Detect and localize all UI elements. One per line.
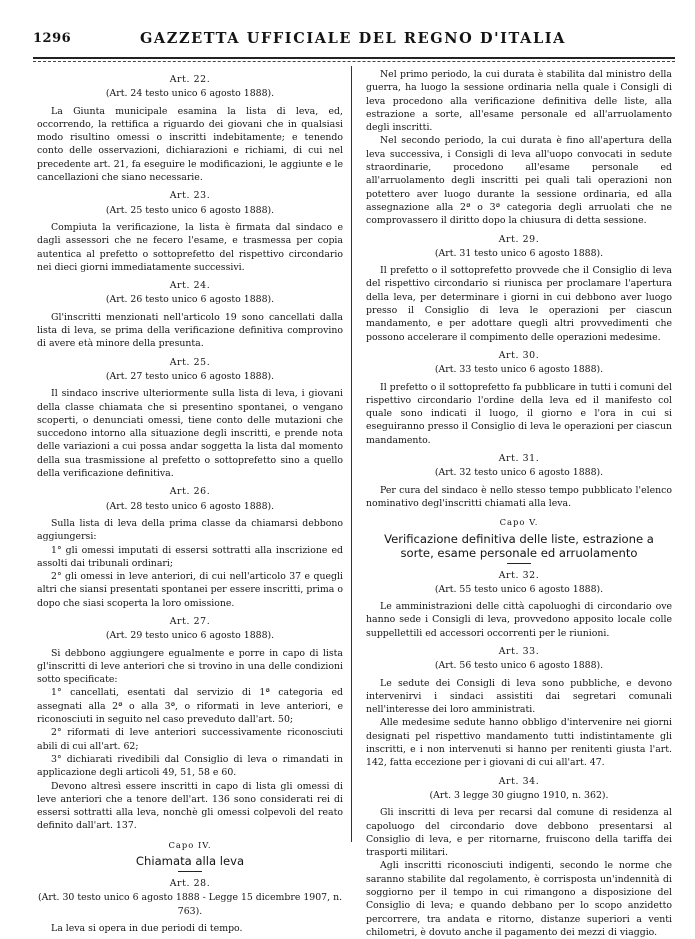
article-heading: Art. 22. <box>169 74 211 85</box>
article-reference: (Art. 56 testo unico 6 agosto 1888). <box>434 660 604 672</box>
article-reference: (Art. 31 testo unico 6 agosto 1888). <box>434 247 604 259</box>
article-text: Nel primo periodo, la cui durata è stabilita dal ministro della guerra, ha luogo la sessione ordinaria nella quale i Consigli di leva procedono alla verificazione definitiva delle liste, alla estrazione a sorte, all'esame personale ed all'arruolamento degli inscritti. <box>366 69 672 134</box>
article-heading: Art. 32. <box>498 569 540 581</box>
article-text: Per cura del sindaco è nello stesso tempo pubblicato l'elenco nominativo degl'inscritti chiamati alla leva. <box>366 484 672 509</box>
chapter-rule <box>507 563 531 564</box>
article-text: Agli inscritti riconosciuti indigenti, secondo le norme che saranno stabilite dal regolamento, è corrisposta un'indennità di soggiorno per il tempo in cui rimangono a disposizione del Consiglio di leva; e quando debbano per lo scopo anzidetto percorrere, tra andata e ritorno, distanze superiori a venti chilometri, è dovuto anche il pagamento dei mezzi di viaggio. <box>366 860 672 938</box>
article-text: La leva si opera in due periodi di tempo. <box>51 922 243 934</box>
chapter-rule <box>178 871 202 872</box>
article-heading: Art. 27. <box>169 615 211 627</box>
article-reference: (Art. 30 testo unico 6 agosto 1888 - Legge 15 dicembre 1907, n. 763). <box>37 892 343 917</box>
article-reference: (Art. 28 testo unico 6 agosto 1888). <box>105 500 275 512</box>
article-heading: Art. 30. <box>498 349 540 361</box>
list-item: 1° cancellati, esentati dal servizio di 1ª categoria ed assegnati alla 2ª o alla 3ª, o riformati in leve anteriori, e riconosciuti in seguito nel caso preveduto dall'art. 50; <box>37 687 343 726</box>
article-heading: Art. 23. <box>169 190 211 202</box>
article-text: Il prefetto o il sottoprefetto provvede che il Consiglio di leva del rispettivo circondario si riunisca per proclamare l'apertura della leva, per determinare i giorni in cui debbono aver luogo presso il Consiglio di leva le operazioni per ciascun mandamento, e per adottare quegli altri provvedimenti che possono accelerare il compimento delle operazioni medesime. <box>366 265 672 343</box>
article-heading: Art. 25. <box>169 356 211 368</box>
article-reference: (Art. 3 legge 30 giugno 1910, n. 362). <box>429 789 609 801</box>
article-heading: Art. 26. <box>169 486 211 498</box>
article-text: Alle medesime sedute hanno obbligo d'intervenire nei giorni designati pel rispettivo mandamento tutti indistintamente gli inscritti, e i non intervenuti si hanno per renitenti giusta l'art. 142, fatta eccezione per i giovani di cui all'art. 47. <box>366 717 672 769</box>
article-text: Le amministrazioni delle città capoluoghi di circondario ove hanno sede i Consigli di leva, provvedono apposito locale colle suppellettili ed accessori occorrenti per le riunioni. <box>366 601 672 639</box>
list-item: 3° dichiarati rivedibili dal Consiglio di leva o rimandati in applicazione degli articoli 49, 51, 58 e 60. <box>37 753 343 779</box>
gazette-title: GAZZETTA UFFICIALE DEL REGNO D'ITALIA <box>139 30 567 47</box>
article-text: Devono altresì essere inscritti in capo di lista gli omessi di leve anteriori che a tenore dell'art. 136 sono considerati rei di essersi sottratti alla leva, nonchè gli omessi colpevoli del reato definito dall'art. 137. <box>37 780 343 832</box>
article-heading: Art. 28. <box>169 878 211 890</box>
article-heading: Art. 34. <box>498 775 540 787</box>
article-reference: (Art. 25 testo unico 6 agosto 1888). <box>105 204 275 216</box>
article-text: Si debbono aggiungere egualmente e porre in capo di lista gl'inscritti di leve anteriori che si trovino in una delle condizioni sotto specificate: <box>37 647 343 686</box>
article-reference: (Art. 32 testo unico 6 agosto 1888). <box>434 467 604 479</box>
article-reference: (Art. 26 testo unico 6 agosto 1888). <box>105 294 275 306</box>
article-reference: (Art. 24 testo unico 6 agosto 1888). <box>105 88 275 100</box>
article-text: Nel secondo periodo, la cui durata è fino all'apertura della leva successiva, i Consigli di leva all'uopo convocati in sedute straordinarie, procedono all'esame personale ed all'arruolamento degli inscritti pei quali tali operazioni non potettero aver luogo durante la sessione ordinaria, ed alla assegnazione alla 2ª o 3ª categoria degli arruolati che ne comprovassero il diritto dopo la chiusura di detta sessione. <box>366 135 672 227</box>
header-dashed-rule <box>33 61 675 62</box>
article-reference: (Art. 29 testo unico 6 agosto 1888). <box>105 630 275 642</box>
list-item: 2° gli omessi in leve anteriori, di cui nell'articolo 37 e quegli altri che siansi presentati spontanei per essere inscritti, prima o dopo che siasi scoperta la loro omissione. <box>37 571 343 609</box>
article-reference: (Art. 27 testo unico 6 agosto 1888). <box>105 370 275 382</box>
right-column <box>366 68 672 939</box>
chapter-heading: Chiamata alla leva <box>135 854 245 869</box>
article-heading: Art. 31. <box>498 453 540 465</box>
article-text: Gli inscritti di leva per recarsi dal comune di residenza al capoluogo del circondario dove debbono presentarsi al Consiglio di leva, e per ritornarne, fruiscono della tariffa dei trasporti militari. <box>366 807 672 859</box>
list-item: 2° riformati di leve anteriori successivamente riconosciuti abili di cui all'art. 62; <box>37 727 343 752</box>
article-text: Il sindaco inscrive ulteriormente sulla lista di leva, i giovani della classe chiamata che si presentino spontanei, o vengano scoperti, o denunciati omessi, tiene conto delle mutazioni che succedono intorno alla situazione degli inscritti, e prende nota delle variazioni a cui possa andar soggetta la lista dal momento della sua trasmissione al prefetto o sottoprefetto sino a quello della verificazione definitiva. <box>37 388 343 480</box>
article-reference: (Art. 33 testo unico 6 agosto 1888). <box>434 364 604 376</box>
chapter-heading: Verificazione definitiva delle liste, estrazione a sorte, esame personale ed arruolamento <box>384 531 654 560</box>
page-number: 1296 <box>33 31 72 46</box>
page-header <box>33 28 673 50</box>
article-text: Compiuta la verificazione, la lista è firmata dal sindaco e dagli assessori che ne fecero l'esame, e trasmessa per copia autentica al prefetto o sottoprefetto del rispettivo circondario nei dieci giorni immediatamente successivi. <box>37 221 343 273</box>
article-text: Il prefetto o il sottoprefetto fa pubblicare in tutti i comuni del rispettivo circondario l'ordine della leva ed il manifesto col quale sono indicati il luogo, il giorno e l'ora in cui si eseguiranno presso il Consiglio di leva le operazioni per ciascun mandamento. <box>366 381 672 446</box>
list-item: 1° gli omessi imputati di essersi sottratti alla inscrizione ed assolti dai tribunali ordinari; <box>37 544 343 569</box>
article-reference: (Art. 55 testo unico 6 agosto 1888). <box>434 583 604 595</box>
article-text: Sulla lista di leva della prima classe da chiamarsi debbono aggiungersi: <box>37 517 343 543</box>
chapter-label: Capo V. <box>499 517 539 528</box>
article-heading: Art. 24. <box>169 280 211 292</box>
article-text: Gl'inscritti menzionati nell'articolo 19 sono cancellati dalla lista di leva, se prima della verificazione definitiva comprovino di avere età minore della presunta. <box>37 311 343 350</box>
header-rule <box>33 57 675 59</box>
column-divider <box>351 66 352 842</box>
article-heading: Art. 29. <box>498 233 540 245</box>
article-text: Le sedute dei Consigli di leva sono pubbliche, e devono intervenirvi i sindaci assistiti dai segretari comunali nell'interesse dei loro amministrati. <box>366 677 672 716</box>
chapter-label: Capo IV. <box>168 839 212 850</box>
article-heading: Art. 33. <box>498 645 540 657</box>
left-column <box>37 68 343 935</box>
article-text: La Giunta municipale esamina la lista di leva, ed, occorrendo, la rettifica a riguardo dei giovani che in qualsiasi modo risultino omessi o inscritti indebitamente; e tenendo conto delle osservazioni, dichiarazioni e richiami, di cui nel precedente art. 21, fa eseguire le modificazioni, le aggiunte e le cancellazioni che siano necessarie. <box>37 105 343 184</box>
